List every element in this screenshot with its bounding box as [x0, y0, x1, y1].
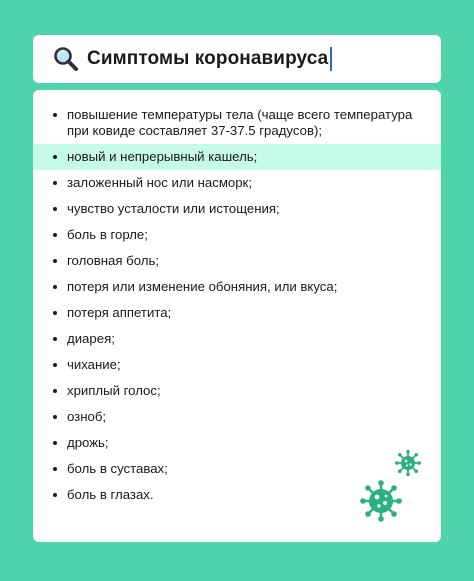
- list-item-text: хриплый голос;: [67, 383, 161, 398]
- bullet-icon: [53, 337, 57, 341]
- list-item-text: заложенный нос или насморк;: [67, 175, 252, 190]
- list-item[interactable]: [33, 326, 441, 352]
- bullet-icon: [53, 493, 57, 497]
- bullet-icon: [53, 285, 57, 289]
- list-item[interactable]: [33, 222, 441, 248]
- list-item[interactable]: [33, 102, 441, 144]
- list-item-text: потеря аппетита;: [67, 305, 172, 320]
- bullet-icon: [53, 363, 57, 367]
- list-item[interactable]: [33, 404, 441, 430]
- list-item[interactable]: [33, 300, 441, 326]
- list-item-text: боль в суставах;: [67, 461, 168, 476]
- bullet-icon: [53, 207, 57, 211]
- virus-icon: [360, 480, 402, 522]
- list-item-text: повышение температуры тела (чаще всего температура при ковиде составляет 37-37.5 градусов);: [67, 107, 413, 138]
- list-item-text: потеря или изменение обоняния, или вкуса;: [67, 279, 338, 294]
- bullet-icon: [53, 389, 57, 393]
- search-icon: [51, 44, 81, 74]
- list-item-text: чихание;: [67, 357, 121, 372]
- list-item[interactable]: [33, 430, 441, 456]
- list-item[interactable]: [33, 144, 441, 170]
- list-item[interactable]: [33, 378, 441, 404]
- list-item[interactable]: [33, 170, 441, 196]
- list-item[interactable]: [33, 456, 441, 482]
- list-item-text: боль в горле;: [67, 227, 148, 242]
- list-item[interactable]: [33, 196, 441, 222]
- bullet-icon: [53, 113, 57, 117]
- bullet-icon: [53, 311, 57, 315]
- bullet-icon: [53, 181, 57, 185]
- bullet-icon: [53, 467, 57, 471]
- list-item-text: чувство усталости или истощения;: [67, 201, 280, 216]
- bullet-icon: [53, 441, 57, 445]
- search-query-text[interactable]: Симптомы коронавируса: [87, 48, 329, 69]
- list-item-text: озноб;: [67, 409, 107, 424]
- bullet-icon: [53, 155, 57, 159]
- virus-icon: [395, 450, 421, 476]
- list-item[interactable]: [33, 248, 441, 274]
- symptom-list: [33, 90, 441, 542]
- bullet-icon: [53, 259, 57, 263]
- bullet-icon: [53, 415, 57, 419]
- list-item-text: дрожь;: [67, 435, 109, 450]
- search-bar[interactable]: [33, 35, 441, 83]
- list-item[interactable]: [33, 274, 441, 300]
- list-item[interactable]: [33, 352, 441, 378]
- bullet-icon: [53, 233, 57, 237]
- text-caret: [330, 47, 332, 71]
- list-item-text: диарея;: [67, 331, 115, 346]
- list-item-text: головная боль;: [67, 253, 159, 268]
- list-item-text: новый и непрерывный кашель;: [67, 149, 258, 164]
- list-item-text: боль в глазах.: [67, 487, 154, 502]
